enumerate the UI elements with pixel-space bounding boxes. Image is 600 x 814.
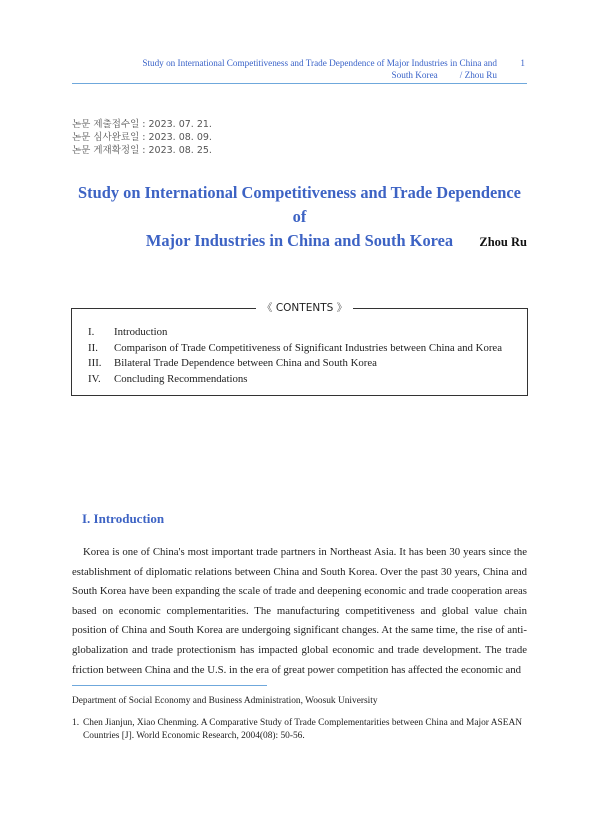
date-reviewed: 논문 심사완료일 : 2023. 08. 09. xyxy=(72,132,212,143)
header-divider xyxy=(72,83,527,84)
footnote-number: 1. xyxy=(72,718,80,728)
body-paragraph: Korea is one of China's most important trade partners in Northeast Asia. It has been 30 years since the establishment of diplomatic relations between China and South Korea. Over the past 30 years, China and South Korea have been expanding the scale of trade and deepening economic and trade cooperation areas based on economic complementarities. The manufacturing competitiveness and global value chain position of China and South Korea are undergoing significant changes. At the same time, the rise of anti-globalization and trade protectionism has impacted global economic and trade development. The trade friction between China and the U.S. in the era of great power competition has affected the economic and xyxy=(72,546,527,676)
section-heading: I. Introduction xyxy=(82,511,165,526)
footnote xyxy=(72,717,527,743)
date-submitted: 논문 제출접수일 : 2023. 07. 21. xyxy=(72,119,212,130)
running-header-title-line1: Study on International Competitiveness and Trade Dependence of Major Industries in China and xyxy=(142,58,497,68)
running-header-title-end: South Korea xyxy=(391,70,438,80)
author-affiliation: Department of Social Economy and Business Administration, Woosuk University xyxy=(72,696,378,706)
date-accepted: 논문 게재확정일 : 2023. 08. 25. xyxy=(72,145,212,156)
paper-title-line1: Study on International Competitiveness and Trade Dependence of xyxy=(78,183,521,226)
paper-title xyxy=(72,181,527,253)
toc-text: Concluding Recommendations xyxy=(114,372,248,385)
toc-item xyxy=(88,325,502,341)
running-header-author: / Zhou Ru xyxy=(459,70,497,80)
toc-number: III. xyxy=(88,357,102,369)
contents-label: 《 CONTENTS 》 xyxy=(256,300,353,315)
submission-dates xyxy=(72,118,212,157)
author-name: Zhou Ru xyxy=(479,235,527,249)
toc-text: Bilateral Trade Dependence between China and South Korea xyxy=(114,357,377,369)
toc-item xyxy=(88,341,502,357)
toc-text: Introduction xyxy=(114,326,168,338)
table-of-contents xyxy=(88,325,502,387)
footnote-text: Chen Jianjun, Xiao Chenming. A Comparative Study of Trade Complementarities between China and Major ASEAN Countries [J]. World Economic Research, 2004(08): 50-56. xyxy=(83,718,523,741)
toc-number: I. xyxy=(88,326,95,338)
page-number: 1 xyxy=(520,58,525,68)
toc-text: Comparison of Trade Competitiveness of Significant Industries between China and Korea xyxy=(114,341,503,354)
toc-number: IV. xyxy=(88,372,101,385)
paper-title-line2: Major Industries in China and South Korea xyxy=(145,231,454,250)
running-header-title-line2 xyxy=(392,69,497,81)
footnote-divider xyxy=(72,685,267,686)
toc-item xyxy=(88,356,502,372)
toc-number: II. xyxy=(88,341,98,354)
toc-item xyxy=(88,372,502,388)
